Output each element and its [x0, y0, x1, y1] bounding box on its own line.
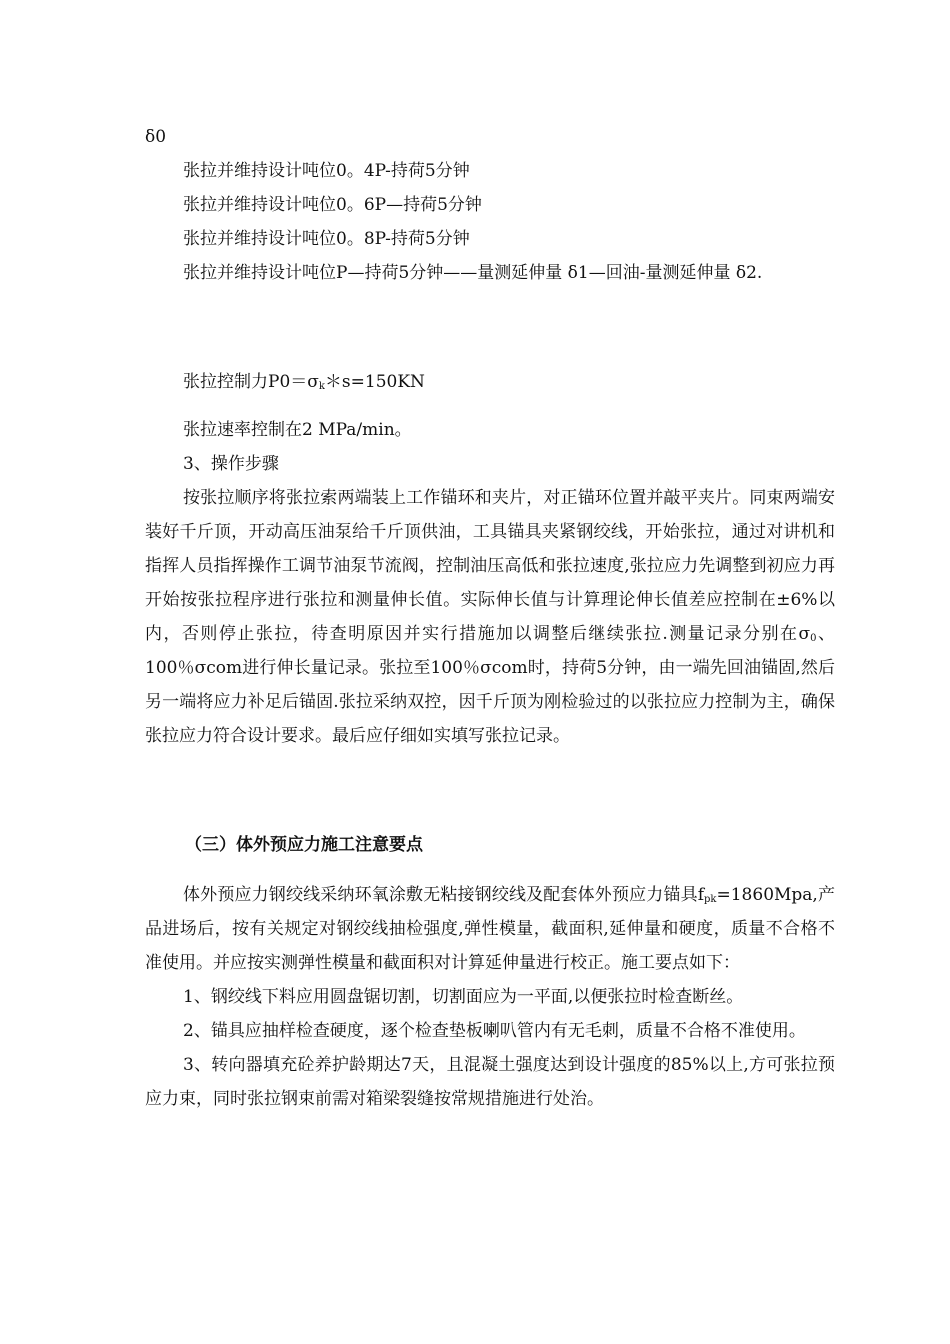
- sequence-step-0-8p: 张拉并维持设计吨位0。8P-持荷5分钟: [183, 229, 470, 249]
- operation-text-a: 按张拉顺序将张拉索两端装上工作锚环和夹片，对正锚环位置并敲平夹片。同束两端安装好千斤顶，开动高压油泵给千斤顶供油，工具锚具夹紧钢绞线，开始张拉，通过对讲机和指挥人员指挥操作工调节油泵节流阀，控制油压高低和张拉速度,张拉应力先调整到初应力再开始按张拉程序进行张拉和测量伸长值。实际伸长值与计算理论伸长值差应控制在±6%以内，否则停止张拉，待查明原因并实行措施加以调整后继续张拉.测量记录分别在σ: [145, 488, 835, 644]
- point-2: 2、锚具应抽样检查硬度，逐个检查垫板喇叭管内有无毛刺，质量不合格不准使用。: [183, 1021, 806, 1041]
- external-subscript: pk: [704, 894, 717, 905]
- control-force-line: [145, 365, 835, 399]
- sequence-step-0-4p: 张拉并维持设计吨位0。4P-持荷5分钟: [183, 161, 470, 181]
- external-text-b: =1860Mpa,产品进场后，按有关规定对钢绞线抽检强度,弹性模量，截面积,延伸量和硬度，质量不合格不准使用。并应按实测弹性模量和截面积对计算延伸量进行校正。施工要点如下：: [145, 885, 835, 973]
- sequence-step-full-p: 张拉并维持设计吨位P—持荷5分钟——量测延伸量 δ1—回油-量测延伸量 δ2.: [183, 263, 763, 283]
- operation-steps-paragraph: [145, 481, 835, 753]
- point-3: 3、转向器填充砼养护龄期达7天，且混凝土强度达到设计强度的85%以上,方可张拉预应力束，同时张拉钢束前需对箱梁裂缝按常规措施进行处治。: [145, 1055, 835, 1109]
- tension-sequence-block: [145, 120, 835, 290]
- operation-steps-heading: 3、操作步骤: [183, 454, 279, 474]
- control-force-subscript: k: [318, 381, 325, 392]
- control-force-text-b: ＊s=150KN: [324, 372, 425, 392]
- external-prestress-block: [145, 878, 835, 1116]
- control-block: [145, 365, 835, 753]
- operation-text-b: 、100％σcom进行伸长量记录。张拉至100％σcom时，持荷5分钟，由一端先回油锚固,然后另一端将应力补足后锚固.张拉采纳双控，因千斤顶为刚检验过的以张拉应力控制为主，确保张拉应力符合设计要求。最后应仔细如实填写张拉记录。: [145, 624, 835, 746]
- point-1: 1、钢绞线下料应用圆盘锯切割，切割面应为一平面,以便张拉时检查断丝。: [183, 987, 744, 1007]
- sequence-step-0-6p: 张拉并维持设计吨位0。6P—持荷5分钟: [183, 195, 482, 215]
- tension-rate-line: 张拉速率控制在2 MPa/min。: [183, 420, 412, 440]
- control-force-text-a: 张拉控制力P0＝σ: [183, 372, 319, 392]
- external-prestress-paragraph: [145, 878, 835, 980]
- operation-subscript: 0: [810, 633, 817, 644]
- section-heading-block: [145, 828, 835, 862]
- delta-zero-line: δ0: [145, 127, 167, 147]
- external-text-a: 体外预应力钢绞线采纳环氧涂敷无粘接钢绞线及配套体外预应力锚具f: [183, 885, 705, 905]
- section-heading: （三）体外预应力施工注意要点: [185, 835, 423, 855]
